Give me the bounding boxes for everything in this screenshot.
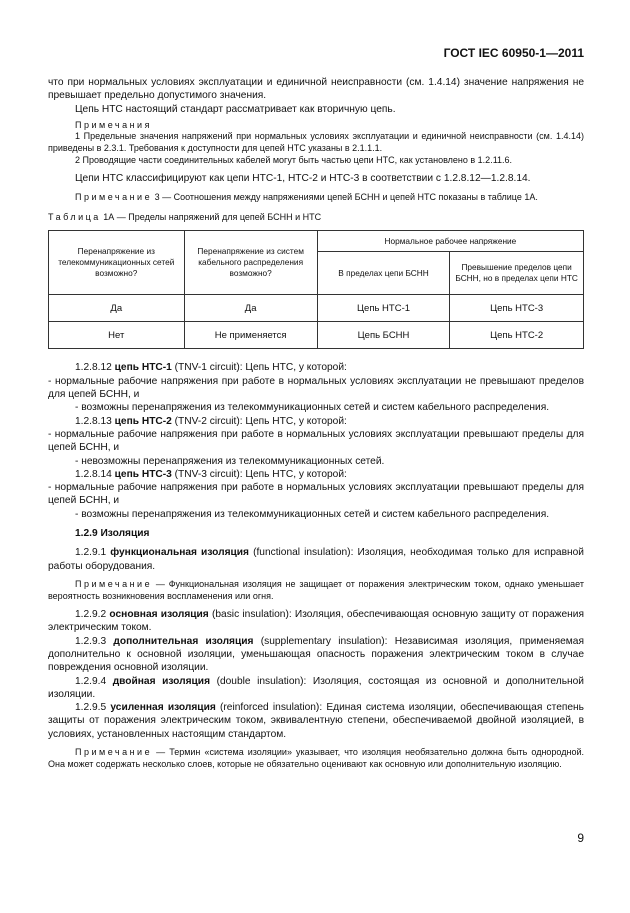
- table-header-telecom: Перенапряжение из телекоммуникационных сетей возможно?: [49, 231, 185, 295]
- page-number: 9: [577, 831, 584, 845]
- table-row: [49, 322, 584, 349]
- clause-number: 1.2.9.4: [75, 675, 113, 687]
- document-body: [48, 76, 584, 770]
- table-cell: Да: [49, 295, 185, 322]
- definition-tnv1-a: - нормальные рабочие напряжения при работе в нормальных условиях эксплуатации не превышают пределов для цепей БСНН, и: [48, 375, 584, 401]
- table-cell: Цепь НТС-2: [450, 322, 584, 349]
- table-cell: Да: [184, 295, 317, 322]
- term: основная изоляция: [109, 609, 209, 621]
- clause-number: 1.2.8.12: [75, 362, 115, 374]
- voltage-limits-table: [48, 230, 584, 349]
- definition-text: (TNV-3 circuit): Цепь НТС, у которой:: [171, 468, 347, 480]
- notes-heading: Примечания: [75, 119, 152, 130]
- note-3: [48, 192, 584, 204]
- note-3-text: 3 — Соотношения между напряжениями цепей БСНН и цепей НТС показаны в таблице 1А.: [152, 191, 538, 202]
- note-3-label: Примечание: [75, 191, 153, 202]
- clause-number: 1.2.9.1: [75, 547, 111, 559]
- note-1: 1 Предельные значения напряжений при нормальных условиях эксплуатации и единичной неисправности (см. 1.4.14) приведены в 2.3.1. Требования к доступности для цепей НТС указаны в 2.1.1.1.: [48, 131, 584, 154]
- clause-number: 1.2.9.3: [75, 635, 114, 647]
- term: цепь НТС-2: [114, 415, 172, 427]
- table-header-within-selv: В пределах цепи БСНН: [317, 252, 449, 295]
- table-header-cable: Перенапряжение из систем кабельного распределения возможно?: [184, 231, 317, 295]
- definition-text: (functional insulation): Изоляция, необходимая только для исправной работы оборудования.: [48, 547, 584, 572]
- table-header-exceeding-selv: Превышение пределов цепи БСНН, но в пределах цепи НТС: [450, 252, 584, 295]
- definition-reinforced-insulation: [48, 701, 584, 741]
- table-cell: Цепь БСНН: [317, 322, 449, 349]
- paragraph-secondary-circuit: Цепь НТС настоящий стандарт рассматривает как вторичную цепь.: [75, 103, 396, 115]
- table-cell: Не применяется: [184, 322, 317, 349]
- clause-number: 1.2.9.2: [75, 609, 110, 621]
- term: цепь НТС-3: [114, 468, 172, 480]
- term: цепь НТС-1: [114, 362, 172, 374]
- definition-tnv1-b: - возможны перенапряжения из телекоммуникационных сетей и систем кабельного распределения.: [75, 402, 550, 414]
- definition-text: (basic insulation): Изоляция, обеспечивающая основную защиту от поражения электрическим током.: [48, 609, 584, 634]
- table-cell: Цепь НТС-1: [317, 295, 449, 322]
- definition-text: (TNV-2 circuit): Цепь НТС, у которой:: [171, 415, 347, 427]
- note-functional-insulation: [48, 579, 584, 602]
- table-header-normal-voltage: Нормальное рабочее напряжение: [317, 231, 583, 252]
- table-caption: [48, 211, 584, 224]
- document-header: ГОСТ IEC 60950-1—2011: [443, 46, 584, 60]
- definition-text: (supplementary insulation): Независимая изоляция, применяемая дополнительно к основной изоляции, уменьшающая опасность поражения электрическим током в случае повреждения основной изоляции.: [48, 635, 584, 674]
- paragraph-intro: что при нормальных условиях эксплуатации и единичной неисправности (см. 1.4.14) значение напряжения не превышает предельно допустимого значения.: [48, 77, 584, 102]
- table-row: [49, 295, 584, 322]
- definition-tnv3: [48, 468, 584, 481]
- term: усиленная изоляция: [110, 702, 216, 714]
- definition-tnv2-a: - нормальные рабочие напряжения при работе в нормальных условиях эксплуатации превышают пределы для цепей БСНН, и: [48, 428, 584, 454]
- definition-text: (TNV-1 circuit): Цепь НТС, у которой:: [171, 362, 347, 374]
- note-text: — Термин «система изоляции» указывает, что изоляция необязательно должна быть однородной. Она может содержать несколько слоев, которые не обязательно оценивают как основную или дополнительную изоляцию.: [48, 747, 584, 769]
- note-text: — Функциональная изоляция не защищает от поражения электрическим током, однако уменьшает вероятность возникновения воспламенения или огня.: [48, 578, 584, 601]
- note-label: Примечание: [75, 578, 153, 589]
- paragraph-classification: Цепи НТС классифицируют как цепи НТС-1, НТС-2 и НТС-3 в соответствии с 1.2.8.12—1.2.8.14.: [75, 173, 531, 185]
- definition-text: (double insulation): Изоляция, состоящая из основной и дополнительной изоляции.: [48, 675, 584, 700]
- clause-number: 1.2.9.5: [75, 702, 111, 714]
- clause-number: 1.2.8.13: [75, 415, 115, 427]
- definition-basic-insulation: [48, 608, 584, 635]
- definition-tnv3-a: - нормальные рабочие напряжения при работе в нормальных условиях эксплуатации превышают пределы для цепей БСНН, и: [48, 482, 584, 507]
- term: двойная изоляция: [112, 675, 211, 687]
- definition-tnv3-b: - возможны перенапряжения из телекоммуникационных сетей и систем кабельного распределения.: [75, 508, 550, 520]
- note-label: Примечание: [75, 747, 153, 758]
- definition-supplementary-insulation: [48, 635, 584, 675]
- definition-tnv2-b: - невозможны перенапряжения из телекоммуникационных сетей.: [75, 455, 385, 467]
- definition-double-insulation: [48, 675, 584, 702]
- table-title: 1А — Пределы напряжений для цепей БСНН и НТС: [100, 212, 322, 223]
- definition-tnv2: [48, 415, 584, 428]
- clause-number: 1.2.8.14: [75, 468, 115, 480]
- note-2: 2 Проводящие части соединительных кабелей могут быть частью цепи НТС, как установлено в 1.2.11.6.: [75, 154, 513, 165]
- table-cell: Цепь НТС-3: [450, 295, 584, 322]
- definition-functional-insulation: [48, 546, 584, 573]
- term: функциональная изоляция: [110, 547, 249, 559]
- table-cell: Нет: [49, 322, 185, 349]
- section-heading: 1.2.9 Изоляция: [75, 528, 150, 540]
- definition-text: (reinforced insulation): Единая система изоляции, обеспечивающая степень защиты от поражения электрическим током, эквивалентную степени, обеспечиваемой двойной изоляцией, в условиях, установленных настоящим стандартом.: [48, 702, 584, 740]
- term: дополнительная изоляция: [113, 635, 254, 647]
- definition-tnv1: [48, 361, 584, 374]
- table-label: Таблица: [48, 212, 101, 223]
- note-reinforced-insulation: [48, 747, 584, 770]
